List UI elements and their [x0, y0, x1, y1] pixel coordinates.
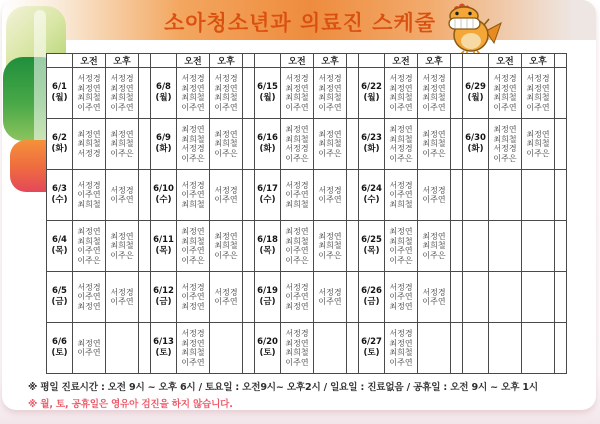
pm-cell: 최정연 최희철 이주은: [106, 119, 139, 170]
pm-cell: 서정경 최정연 최희철 이주연: [314, 68, 347, 119]
date-cell: 6/17 (수): [255, 170, 281, 221]
spacer-cell: [347, 170, 359, 221]
date-cell: 6/18 (목): [255, 221, 281, 272]
date-header: [151, 54, 177, 68]
date-cell: 6/26 (금): [359, 272, 385, 323]
spacer-cell: [139, 170, 151, 221]
schedule-row: [47, 272, 567, 323]
spacer-cell: [555, 68, 567, 119]
pm-cell: 서정경 이주연: [106, 272, 139, 323]
spacer-header: [555, 54, 567, 68]
date-cell: 6/11 (목): [151, 221, 177, 272]
schedule-table-body: [47, 68, 567, 374]
date-cell: 6/6 (토): [47, 323, 73, 374]
am-cell: 최정연 이주연: [73, 323, 106, 374]
pm-cell: [106, 323, 139, 374]
pm-cell: [522, 221, 555, 272]
date-cell: 6/29 (월): [463, 68, 489, 119]
pm-cell: 최정연 최희철 이주은: [106, 221, 139, 272]
pm-header: 오후: [106, 54, 139, 68]
am-cell: 최정연 최희철 이주연 이주은: [281, 221, 314, 272]
am-header: 오전: [73, 54, 106, 68]
spacer-cell: [347, 272, 359, 323]
spacer-cell: [347, 221, 359, 272]
spacer-cell: [347, 68, 359, 119]
am-cell: 최정연 최희철 이주연 이주은: [385, 221, 418, 272]
date-cell: [463, 221, 489, 272]
date-header: [463, 54, 489, 68]
am-cell: 서정경 최정연 최희철 이주연: [177, 323, 210, 374]
pm-cell: 서정경 최정연 최희철 이주연: [210, 68, 243, 119]
spacer-cell: [451, 221, 463, 272]
am-cell: 서정경 이주연 최정연: [177, 272, 210, 323]
spacer-cell: [451, 272, 463, 323]
am-cell: 최정연 최희철 서정경 이주은: [281, 119, 314, 170]
am-header: 오전: [385, 54, 418, 68]
am-cell: 서정경 이주연 최희철: [281, 170, 314, 221]
date-cell: 6/3 (수): [47, 170, 73, 221]
pm-cell: 최정연 최희철 이주은: [418, 119, 451, 170]
date-cell: [463, 170, 489, 221]
spacer-header: [347, 54, 359, 68]
date-header: [359, 54, 385, 68]
pm-cell: [314, 323, 347, 374]
pm-cell: 최정연 최희철 이주은: [210, 221, 243, 272]
date-cell: 6/25 (목): [359, 221, 385, 272]
pm-cell: 서정경 이주연: [418, 170, 451, 221]
am-cell: 서정경 최정연 최희철 이주연: [385, 323, 418, 374]
date-cell: 6/1 (월): [47, 68, 73, 119]
spacer-cell: [555, 272, 567, 323]
spacer-cell: [243, 68, 255, 119]
am-cell: 서정경 최정연 최희철 이주연: [73, 68, 106, 119]
am-cell: [489, 323, 522, 374]
header-row: [47, 54, 567, 68]
footer-hours-note: ※ 평일 진료시간 : 오전 9시 ~ 오후 6시 / 토요일 : 오전9시~ 오후2시 / 일요일 : 진료없음 / 공휴일 : 오전 9시 ~ 오후 1시: [28, 382, 538, 393]
date-cell: 6/9 (화): [151, 119, 177, 170]
pm-cell: 서정경 이주연: [418, 272, 451, 323]
pm-cell: 서정경 이주연: [106, 170, 139, 221]
date-cell: 6/23 (화): [359, 119, 385, 170]
pm-cell: 최정연 최희철 이주은: [210, 119, 243, 170]
am-cell: 서정경 최정연 최희철 이주연: [281, 323, 314, 374]
spacer-header: [451, 54, 463, 68]
spacer-header: [243, 54, 255, 68]
footer-checkup-note: ※ 월, 토, 공휴일은 영유아 검진을 하지 않습니다.: [28, 399, 233, 410]
spacer-cell: [139, 323, 151, 374]
spacer-cell: [451, 323, 463, 374]
pm-cell: 서정경 최정연 최희철 이주연: [106, 68, 139, 119]
spacer-cell: [139, 68, 151, 119]
am-cell: 최정연 최희철 서정경 이주은: [385, 119, 418, 170]
spacer-cell: [555, 221, 567, 272]
date-cell: 6/5 (금): [47, 272, 73, 323]
pm-cell: 최정연 최희철 이주은: [418, 221, 451, 272]
date-cell: 6/12 (금): [151, 272, 177, 323]
date-cell: [463, 323, 489, 374]
date-cell: 6/20 (토): [255, 323, 281, 374]
schedule-row: [47, 221, 567, 272]
am-cell: 서정경 최정연 최희철 이주연: [489, 68, 522, 119]
date-cell: 6/15 (월): [255, 68, 281, 119]
pm-header: 오후: [418, 54, 451, 68]
date-cell: 6/27 (토): [359, 323, 385, 374]
date-cell: 6/19 (금): [255, 272, 281, 323]
date-cell: 6/4 (목): [47, 221, 73, 272]
page-title: 소아청소년과 의료진 스케줄: [163, 11, 437, 35]
pm-header: 오후: [522, 54, 555, 68]
am-header: 오전: [177, 54, 210, 68]
am-cell: 최정연 최희철 이주연 이주은: [177, 221, 210, 272]
am-cell: 최정연 최희철 서정경: [73, 119, 106, 170]
spacer-cell: [555, 323, 567, 374]
chicken-mascot-icon: [444, 3, 502, 59]
am-cell: [489, 221, 522, 272]
am-cell: 서정경 이주연 최정연: [385, 272, 418, 323]
am-cell: 최정연 최희철 이주연 이주은: [73, 221, 106, 272]
date-cell: 6/22 (월): [359, 68, 385, 119]
date-cell: 6/30 (화): [463, 119, 489, 170]
pm-cell: 서정경 이주연: [210, 272, 243, 323]
date-cell: 6/24 (수): [359, 170, 385, 221]
spacer-cell: [555, 170, 567, 221]
schedule-table-header: [47, 54, 567, 68]
spacer-cell: [243, 221, 255, 272]
spacer-cell: [555, 119, 567, 170]
spacer-cell: [139, 272, 151, 323]
spacer-cell: [451, 119, 463, 170]
date-cell: 6/10 (수): [151, 170, 177, 221]
date-cell: 6/8 (월): [151, 68, 177, 119]
date-header: [47, 54, 73, 68]
pm-cell: 최정연 최희철 이주은: [314, 221, 347, 272]
pm-header: 오후: [314, 54, 347, 68]
spacer-cell: [243, 323, 255, 374]
spacer-cell: [451, 170, 463, 221]
footer-notes: [28, 379, 588, 410]
spacer-cell: [347, 119, 359, 170]
spacer-cell: [139, 221, 151, 272]
pm-cell: [522, 170, 555, 221]
date-cell: [463, 272, 489, 323]
spacer-cell: [243, 170, 255, 221]
pm-cell: [522, 272, 555, 323]
date-cell: 6/2 (화): [47, 119, 73, 170]
pm-cell: 서정경 이주연: [314, 170, 347, 221]
schedule-row: [47, 170, 567, 221]
schedule-row: [47, 68, 567, 119]
pm-cell: [522, 323, 555, 374]
am-cell: 서정경 이주연 최희철: [177, 170, 210, 221]
spacer-cell: [139, 119, 151, 170]
spacer-cell: [451, 68, 463, 119]
pm-cell: 최정연 최희철 이주은: [522, 119, 555, 170]
pm-cell: 최정연 최희철 이주은: [314, 119, 347, 170]
spacer-cell: [243, 119, 255, 170]
am-cell: 서정경 이주연 최희철: [385, 170, 418, 221]
schedule-row: [47, 323, 567, 374]
am-cell: 최정연 최희철 서정경 이주은: [177, 119, 210, 170]
date-header: [255, 54, 281, 68]
pm-cell: [418, 323, 451, 374]
pm-cell: [210, 323, 243, 374]
pm-cell: 서정경 최정연 최희철 이주연: [418, 68, 451, 119]
schedule-table: [46, 53, 567, 374]
schedule-table-wrap: [46, 53, 567, 374]
am-cell: 서정경 이주연 최희철: [73, 170, 106, 221]
am-header: 오전: [489, 54, 522, 68]
date-cell: 6/13 (토): [151, 323, 177, 374]
schedule-row: [47, 119, 567, 170]
spacer-cell: [243, 272, 255, 323]
date-cell: 6/16 (화): [255, 119, 281, 170]
spacer-cell: [347, 323, 359, 374]
am-cell: 서정경 최정연 최희철 이주연: [281, 68, 314, 119]
am-cell: 서정경 이주연 최정연: [281, 272, 314, 323]
pm-header: 오후: [210, 54, 243, 68]
am-header: 오전: [281, 54, 314, 68]
pm-cell: 서정경 이주연: [314, 272, 347, 323]
am-cell: [489, 272, 522, 323]
pm-cell: 서정경 이주연: [210, 170, 243, 221]
am-cell: 서정경 이주연 최정연: [73, 272, 106, 323]
am-cell: 서정경 최정연 최희철 이주연: [177, 68, 210, 119]
am-cell: 최정연 최희철 서정경 이주은: [489, 119, 522, 170]
pm-cell: 서정경 최정연 최희철 이주연: [522, 68, 555, 119]
spacer-header: [139, 54, 151, 68]
am-cell: 서정경 최정연 최희철 이주연: [385, 68, 418, 119]
am-cell: [489, 170, 522, 221]
